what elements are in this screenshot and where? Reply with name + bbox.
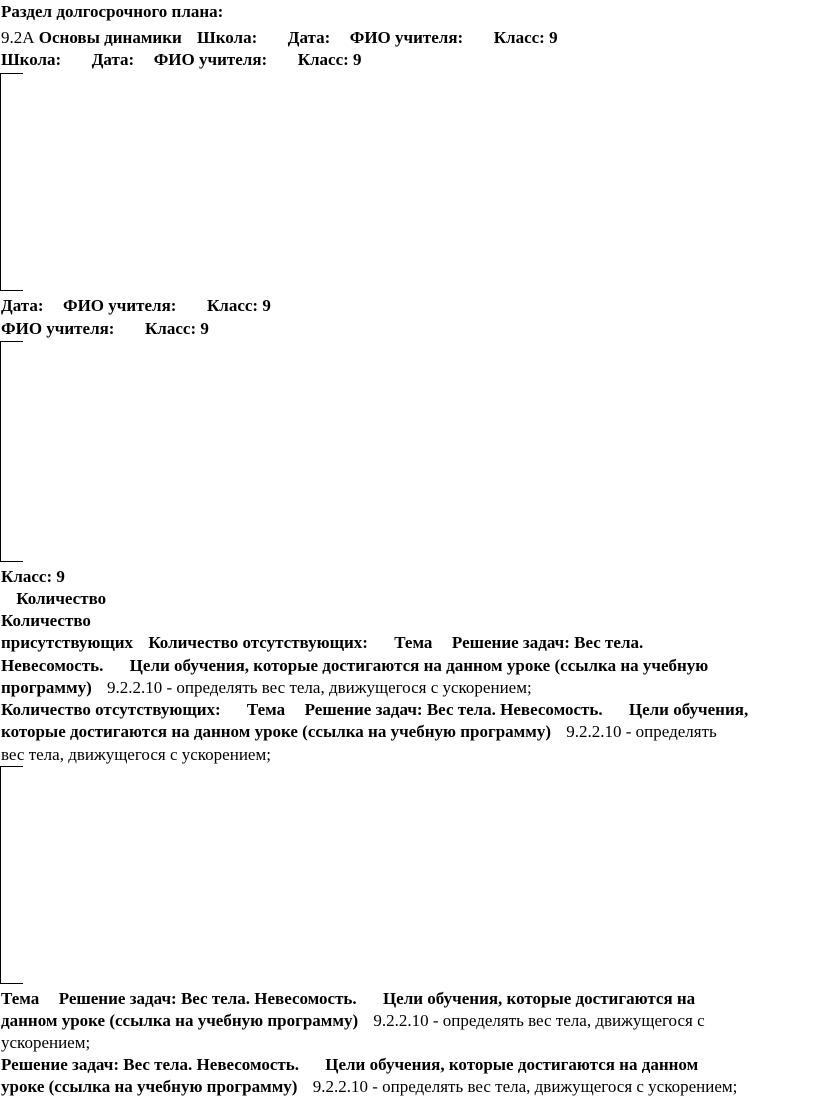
absent-row-2 (1, 720, 812, 743)
topic-row-4 (1, 1053, 812, 1076)
cell-bracket (0, 341, 23, 562)
topic-value: Решение задач: Вес тела. Невесомость. (304, 700, 603, 719)
teacher-label: ФИО учителя: (349, 28, 464, 47)
learning-objective: 9.2.2.10 - определять вес тела, движущегося с (373, 1011, 705, 1030)
class-label: Класс: 9 (297, 50, 362, 69)
topic-value: Решение задач: Вес тела. Невесомость. (58, 989, 357, 1008)
goals-label: которые достигаются на данном уроке (ссылка на учебную программу) (1, 722, 551, 741)
date-label: Дата: (91, 50, 135, 69)
date-label: Дата: (1, 296, 44, 315)
goals-label: программу) (1, 678, 92, 697)
goals-label: уроке (ссылка на учебную программу) (1, 1077, 298, 1096)
school-label: Школа: (197, 28, 258, 47)
header-row-2 (1, 48, 812, 71)
class-label: Класс: 9 (206, 296, 271, 315)
count-row-4 (1, 654, 812, 677)
goals-label: Цели обучения, которые достигаются на данном (325, 1055, 699, 1074)
topic-value: Решение задач: Вес тела. (451, 633, 644, 652)
count-row-1 (1, 587, 812, 610)
absent-row-1 (1, 698, 812, 721)
goals-label: Цели обучения, (628, 700, 749, 719)
class-label: Класс: 9 (144, 319, 209, 338)
present-label: присутствующих (1, 633, 134, 652)
header-row-3 (1, 294, 812, 317)
learning-objective: 9.2.2.10 - определять вес тела, движущегося с ускорением; (107, 678, 532, 697)
teacher-label: ФИО учителя: (62, 296, 177, 315)
topic-row-2 (1, 1009, 812, 1032)
absent-row-3 (1, 743, 812, 766)
header-row-1 (1, 26, 812, 49)
learning-objective: вес тела, движущегося с ускорением; (1, 745, 271, 764)
date-label: Дата: (287, 28, 331, 47)
goals-label: данном уроке (ссылка на учебную программу) (1, 1011, 359, 1030)
count-row-3 (1, 631, 812, 654)
goals-label: Цели обучения, которые достигаются на данном уроке (ссылка на учебную (129, 656, 709, 675)
topic-label: Тема (394, 633, 433, 652)
topic-label: Тема (246, 700, 286, 719)
cell-bracket (0, 73, 23, 291)
class-label: Класс: 9 (493, 28, 558, 47)
teacher-label: ФИО учителя: (153, 50, 268, 69)
count-label: Количество (1, 611, 91, 630)
count-label: Количество (16, 589, 107, 608)
count-row-2 (1, 609, 812, 632)
class-label: Класс: 9 (1, 567, 65, 586)
section-code: 9.2А (1, 28, 35, 47)
header-row-5 (1, 565, 812, 588)
learning-objective: ускорением; (1, 1033, 91, 1052)
school-label: Школа: (1, 50, 62, 69)
topic-row-1 (1, 987, 812, 1010)
learning-objective: 9.2.2.10 - определять (566, 722, 717, 741)
goals-label: Цели обучения, которые достигаются на (382, 989, 696, 1008)
topic-row-3 (1, 1031, 812, 1054)
cell-bracket (0, 766, 23, 984)
count-row-5 (1, 676, 812, 699)
topic-row-5 (1, 1075, 812, 1098)
topic-label: Тема (1, 989, 40, 1008)
absent-label: Количество отсутствующих: (148, 633, 368, 652)
teacher-label: ФИО учителя: (1, 319, 115, 338)
topic-value: Невесомость. (1, 656, 104, 675)
learning-objective: 9.2.2.10 - определять вес тела, движущегося с ускорением; (312, 1077, 738, 1096)
header-row-4 (1, 317, 812, 340)
absent-label: Количество отсутствующих: (1, 700, 221, 719)
section-topic: Основы динамики (38, 28, 182, 47)
topic-value: Решение задач: Вес тела. Невесомость. (1, 1055, 299, 1074)
plan-section-title: Раздел долгосрочного плана: (1, 2, 224, 21)
